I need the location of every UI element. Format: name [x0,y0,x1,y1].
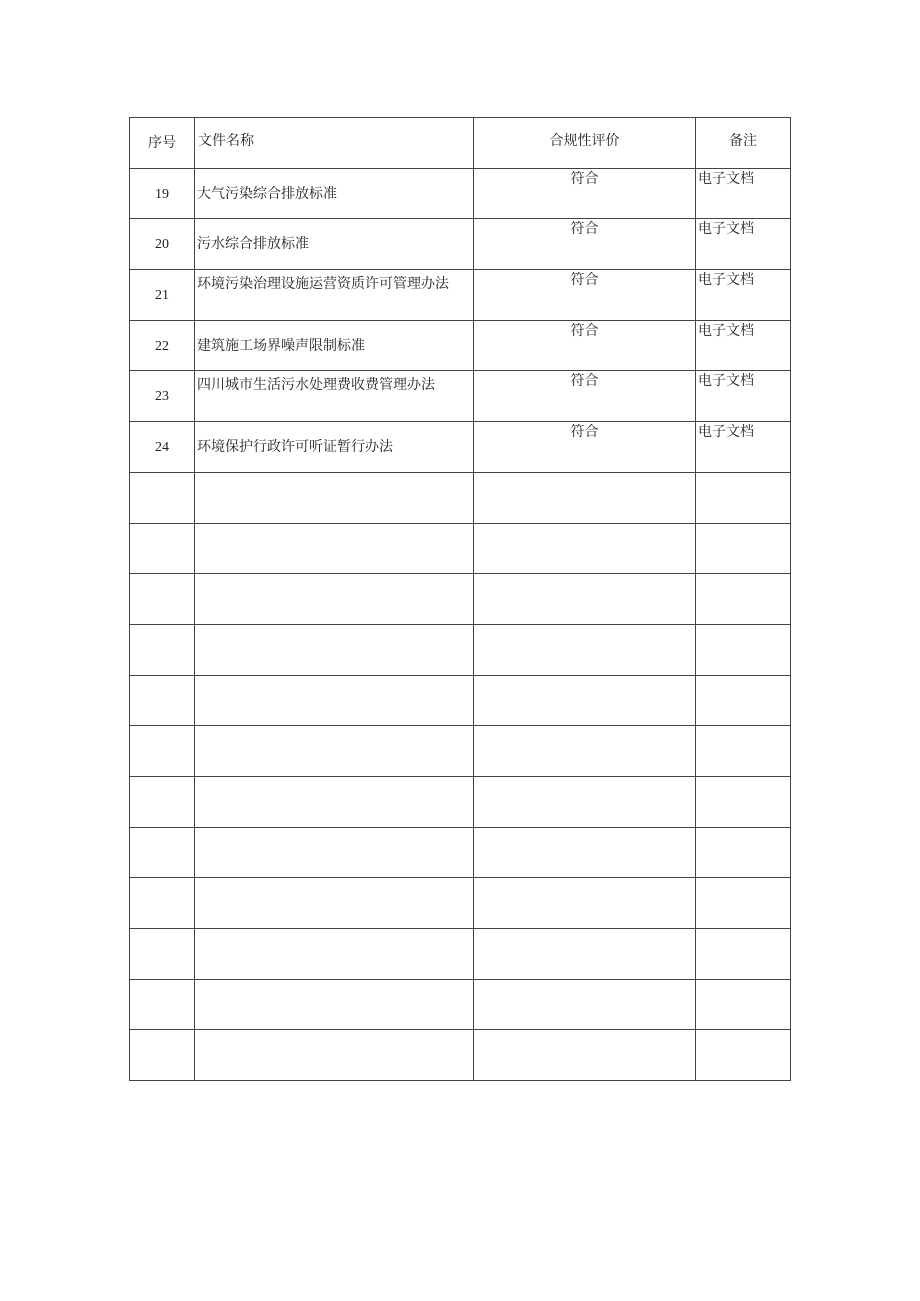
empty-row [130,574,791,625]
empty-cell [195,776,474,827]
empty-cell [474,675,696,726]
empty-cell [696,472,791,523]
empty-cell [195,523,474,574]
remark-cell: 电子文档 [696,270,791,321]
empty-cell [474,1030,696,1081]
empty-cell [130,878,195,929]
empty-cell [474,776,696,827]
table-header-row [130,118,791,169]
empty-cell [696,726,791,777]
empty-row [130,624,791,675]
table-row [130,371,791,422]
empty-row [130,523,791,574]
empty-cell [130,827,195,878]
empty-row [130,1030,791,1081]
empty-cell [474,979,696,1030]
compliance-cell: 符合 [474,219,696,270]
empty-cell [130,929,195,980]
empty-cell [696,574,791,625]
empty-row [130,675,791,726]
empty-cell [474,878,696,929]
empty-row [130,776,791,827]
empty-cell [195,929,474,980]
empty-cell [195,675,474,726]
empty-cell [195,979,474,1030]
empty-row [130,979,791,1030]
empty-cell [696,675,791,726]
empty-cell [130,574,195,625]
empty-cell [696,776,791,827]
empty-cell [474,523,696,574]
table-row [130,168,791,219]
empty-cell [696,929,791,980]
table-row [130,422,791,473]
empty-row [130,827,791,878]
header-seq: 序号 [130,118,195,169]
empty-cell [696,827,791,878]
row-number: 22 [130,320,195,371]
file-name-cell: 环境保护行政许可听证暂行办法 [195,422,474,473]
empty-cell [696,979,791,1030]
compliance-cell: 符合 [474,371,696,422]
row-number: 19 [130,168,195,219]
remark-cell: 电子文档 [696,219,791,270]
compliance-cell: 符合 [474,270,696,321]
empty-cell [474,574,696,625]
header-remark: 备注 [696,118,791,169]
empty-cell [474,472,696,523]
remark-cell: 电子文档 [696,422,791,473]
empty-cell [696,878,791,929]
empty-cell [474,827,696,878]
file-name-cell: 大气污染综合排放标准 [195,168,474,219]
row-number: 20 [130,219,195,270]
empty-cell [195,472,474,523]
file-name-cell: 建筑施工场界噪声限制标准 [195,320,474,371]
header-file-name: 文件名称 [195,118,474,169]
empty-row [130,929,791,980]
empty-cell [696,523,791,574]
empty-cell [130,523,195,574]
header-compliance: 合规性评价 [474,118,696,169]
empty-cell [130,979,195,1030]
empty-cell [130,675,195,726]
table-row [130,219,791,270]
compliance-cell: 符合 [474,422,696,473]
compliance-cell: 符合 [474,320,696,371]
file-name-cell: 环境污染治理设施运营资质许可管理办法 [195,270,474,321]
remark-cell: 电子文档 [696,320,791,371]
row-number: 23 [130,371,195,422]
empty-cell [195,726,474,777]
empty-cell [195,878,474,929]
empty-cell [696,624,791,675]
row-number: 24 [130,422,195,473]
remark-cell: 电子文档 [696,371,791,422]
empty-cell [195,1030,474,1081]
empty-cell [195,624,474,675]
table-row [130,320,791,371]
empty-cell [474,929,696,980]
empty-cell [130,726,195,777]
empty-cell [195,574,474,625]
empty-row [130,878,791,929]
file-name-cell: 污水综合排放标准 [195,219,474,270]
empty-row [130,472,791,523]
empty-cell [195,827,474,878]
empty-cell [130,776,195,827]
remark-cell: 电子文档 [696,168,791,219]
compliance-cell: 符合 [474,168,696,219]
empty-cell [474,726,696,777]
table-row [130,270,791,321]
empty-cell [130,624,195,675]
empty-cell [474,624,696,675]
empty-cell [696,1030,791,1081]
empty-cell [130,472,195,523]
empty-row [130,726,791,777]
empty-cell [130,1030,195,1081]
regulation-table [129,117,791,1081]
row-number: 21 [130,270,195,321]
file-name-cell: 四川城市生活污水处理费收费管理办法 [195,371,474,422]
